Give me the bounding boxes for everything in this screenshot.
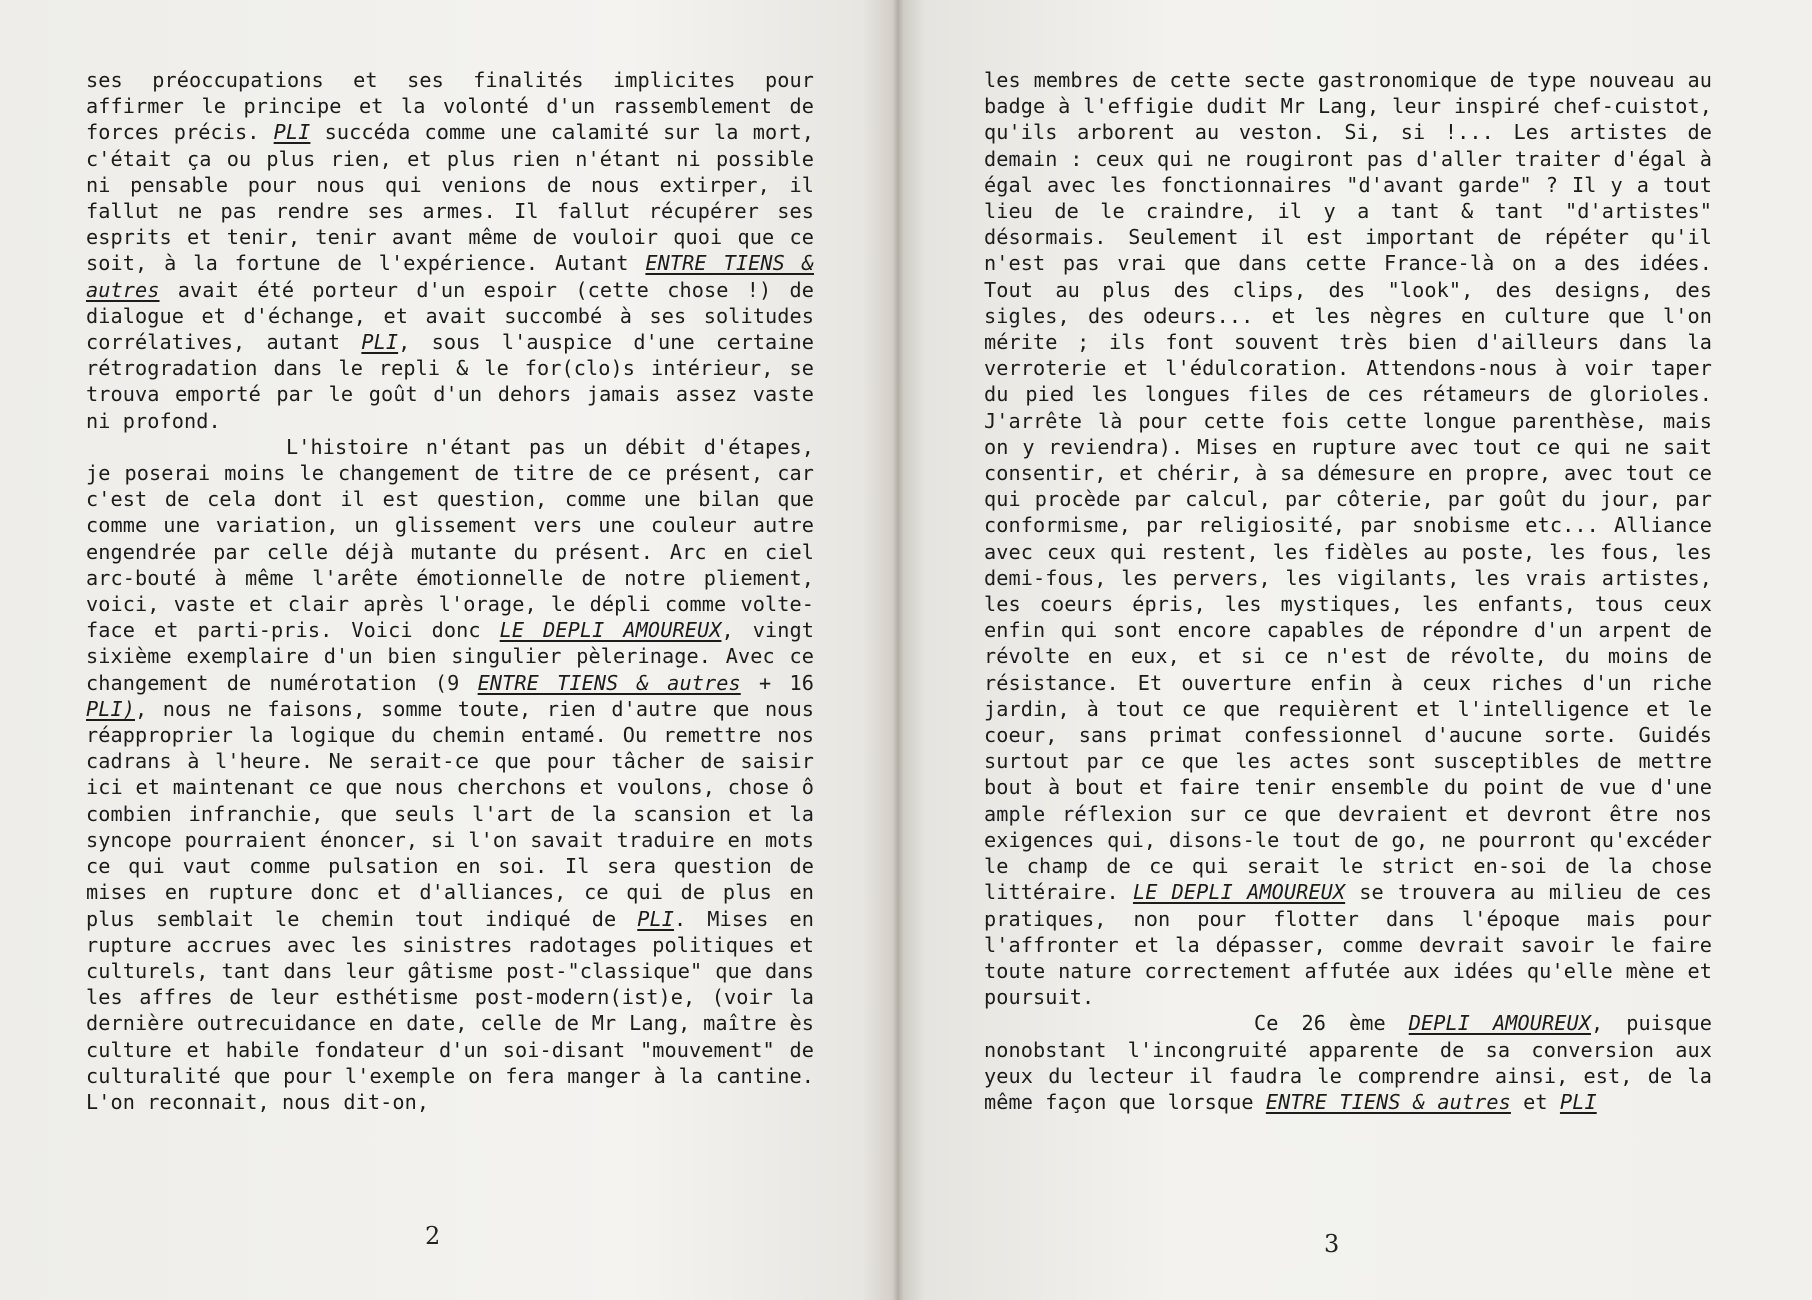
right-page [898,0,1812,1300]
body-text: les membres de cette secte gastronomique de type nouveau au badge à l'effigie dudit Mr Lang, leur inspiré chef-cuistot, qu'ils arborent au veston. Si, si !... Les artistes de demain : ceux qui ne rougiront pas d'aller traiter d'égal à égal avec les fonctionnaires "d'avant garde" ? Il y a tout lieu de le craindre, il y a tant & tant "d'artistes" désormais. Seulement il est important de répéter qu'il n'est pas vrai que dans cette France-là on a des idées. Tout au plus des clips, des "look", des designs, des sigles, des odeurs... et les nègres en culture que l'on mérite ; ils font souvent très bien d'ailleurs dans la verroterie et l'édulcoration. Attendons-nous à voir taper du pied les longues files de ces rétameurs de glorioles. J'arrête là pour cette fois cette longue parenthèse, mais on y reviendra). Mises en rupture avec tout ce qui ne sait consentir, et chérir, à sa démesure en propre, avec tout ce qui procède par calcul, par côterie, par goût du jour, par conformisme, par religiosité, par snobisme etc... Alliance avec ceux qui restent, les fidèles au poste, les fous, les demi-fous, les pervers, les vigilants, les vrais artistes, les coeurs épris, les mystiques, les enfants, tous ceux enfin qui sont encore capables de répondre d'un arpent de révolte en eux, et si ce n'est de révolte, du moins de résistance. Et ouverture enfin à ceux riches d'un riche jardin, à tout ce que requièrent et l'intelligence et le coeur, sans primat confessionnel d'aucune sorte. Guidés surtout par ce que les actes sont susceptibles de mettre bout à bout et faire tenir ensemble du point de vue d'une ample réflexion sur ce que devraient et devront être nos exigences qui, disons-le tout de go, ne pourront qu'excéder le champ de ce qui serait le strict en-soi de la chose littéraire. [984,68,1712,905]
publication-title: LE DEPLI AMOUREUX [1132,880,1346,905]
publication-title: PLI [637,906,675,931]
body-text: . Mises en rupture accrues avec les sinistres radotages politiques et culturels, tant dans leur gâtisme post-"classique" que dans les affres de leur esthétisme post-modern(ist)e, (voir la dernière outrecuidance en date, celle de Mr Lang, maître ès culture et habile fondateur d'un soi-disant "mouvement" de culturalité que pour l'exemple on fera manger à la cantine. L'on reconnait, nous dit-on, [86,906,815,1114]
body-text: avait été porteur d'un espoir (cette chose !) de dialogue et d'échange, et avait succombé à ses solitudes corrélatives, autant [86,277,814,355]
publication-title: ENTRE TIENS & autres [1265,1089,1511,1114]
left-page-number: 2 [425,1222,441,1250]
body-text: , sous l'auspice d'une certaine rétrogradation dans le repli & le for(clo)s intérieur, se trouva emporté par le goût d'un dehors jamais assez vaste ni profond. [86,330,814,433]
paragraph [86,67,814,434]
body-text: se trouvera au milieu de ces pratiques, non pour flotter dans l'époque mais pour l'affronter et la dépasser, comme devrait savoir le faire toute nature correctement affutée aux idées qu'elle mène et poursuit. [984,880,1712,1010]
publication-title: PLI) [86,696,136,721]
body-text: , nous ne faisons, somme toute, rien d'autre que nous réapproprier la logique du chemin entamé. Ou remettre nos cadrans à l'heure. Ne serait-ce que pour tâcher de saisir ici et maintenant ce que nous cherchons et voulons, chose ô combien infranchie, que seuls l'art de la scansion et la syncope pourraient énoncer, si l'on savait traduire en mots ce qui vaut comme pulsation en soi. Il sera question de mises en rupture donc et d'alliances, ce qui de plus en plus semblait le chemin tout indiqué de [86,696,814,931]
publication-title: ENTRE TIENS & autres [86,251,814,302]
body-text: , vingt sixième exemplaire d'un bien singulier pèlerinage. Avec ce changement de numérotation (9 [86,618,814,695]
publication-title: PLI [1559,1089,1597,1114]
body-text: succéda comme une calamité sur la mort, c'était ça ou plus rien, et plus rien n'étant ni possible ni pensable pour nous qui venions de nous extirper, il fallut ne pas rendre ses armes. Il fallut récupérer ses esprits et tenir, tenir avant même de vouloir quoi que ce soit, à la fortune de l'expérience. Autant [86,120,815,276]
paragraph [86,434,814,1115]
body-text: L'histoire n'étant pas un débit d'étapes, je poserai moins le changement de titre de ce présent, car c'est de cela dont il est question, comme une bilan que comme une variation, un glissement vers une couleur autre engendrée par celle déjà mutante du présent. Arc en ciel arc-bouté à même l'arête émotionnelle de notre pliement, voici, vaste et clair après l'orage, le dépli comme volte-face et parti-pris. Voici donc [86,434,814,643]
right-page-text [984,67,1712,1115]
paragraph [984,67,1712,1010]
publication-title: PLI [273,120,311,145]
publication-title: LE DEPLI AMOUREUX [499,618,722,643]
body-text: Ce 26 ème [1254,1011,1409,1036]
paragraph [984,1010,1712,1115]
body-text: et [1510,1089,1560,1114]
left-page-text [86,67,814,1115]
publication-title: ENTRE TIENS & autres [477,670,741,695]
body-text: ses préoccupations et ses finalités implicites pour affirmer le principe et la volonté d'un rassemblement de forces précis. [86,68,814,145]
publication-title: PLI [361,330,399,355]
publication-title: DEPLI AMOUREUX [1408,1011,1591,1036]
right-page-number: 3 [1324,1230,1340,1258]
body-text: + 16 [740,670,814,695]
left-page [0,0,898,1300]
body-text: , puisque nonobstant l'incongruité apparente de sa conversion aux yeux du lecteur il faudra le comprendre ainsi, est, de la même façon que lorsque [984,1011,1712,1114]
page-gutter [892,0,904,1300]
